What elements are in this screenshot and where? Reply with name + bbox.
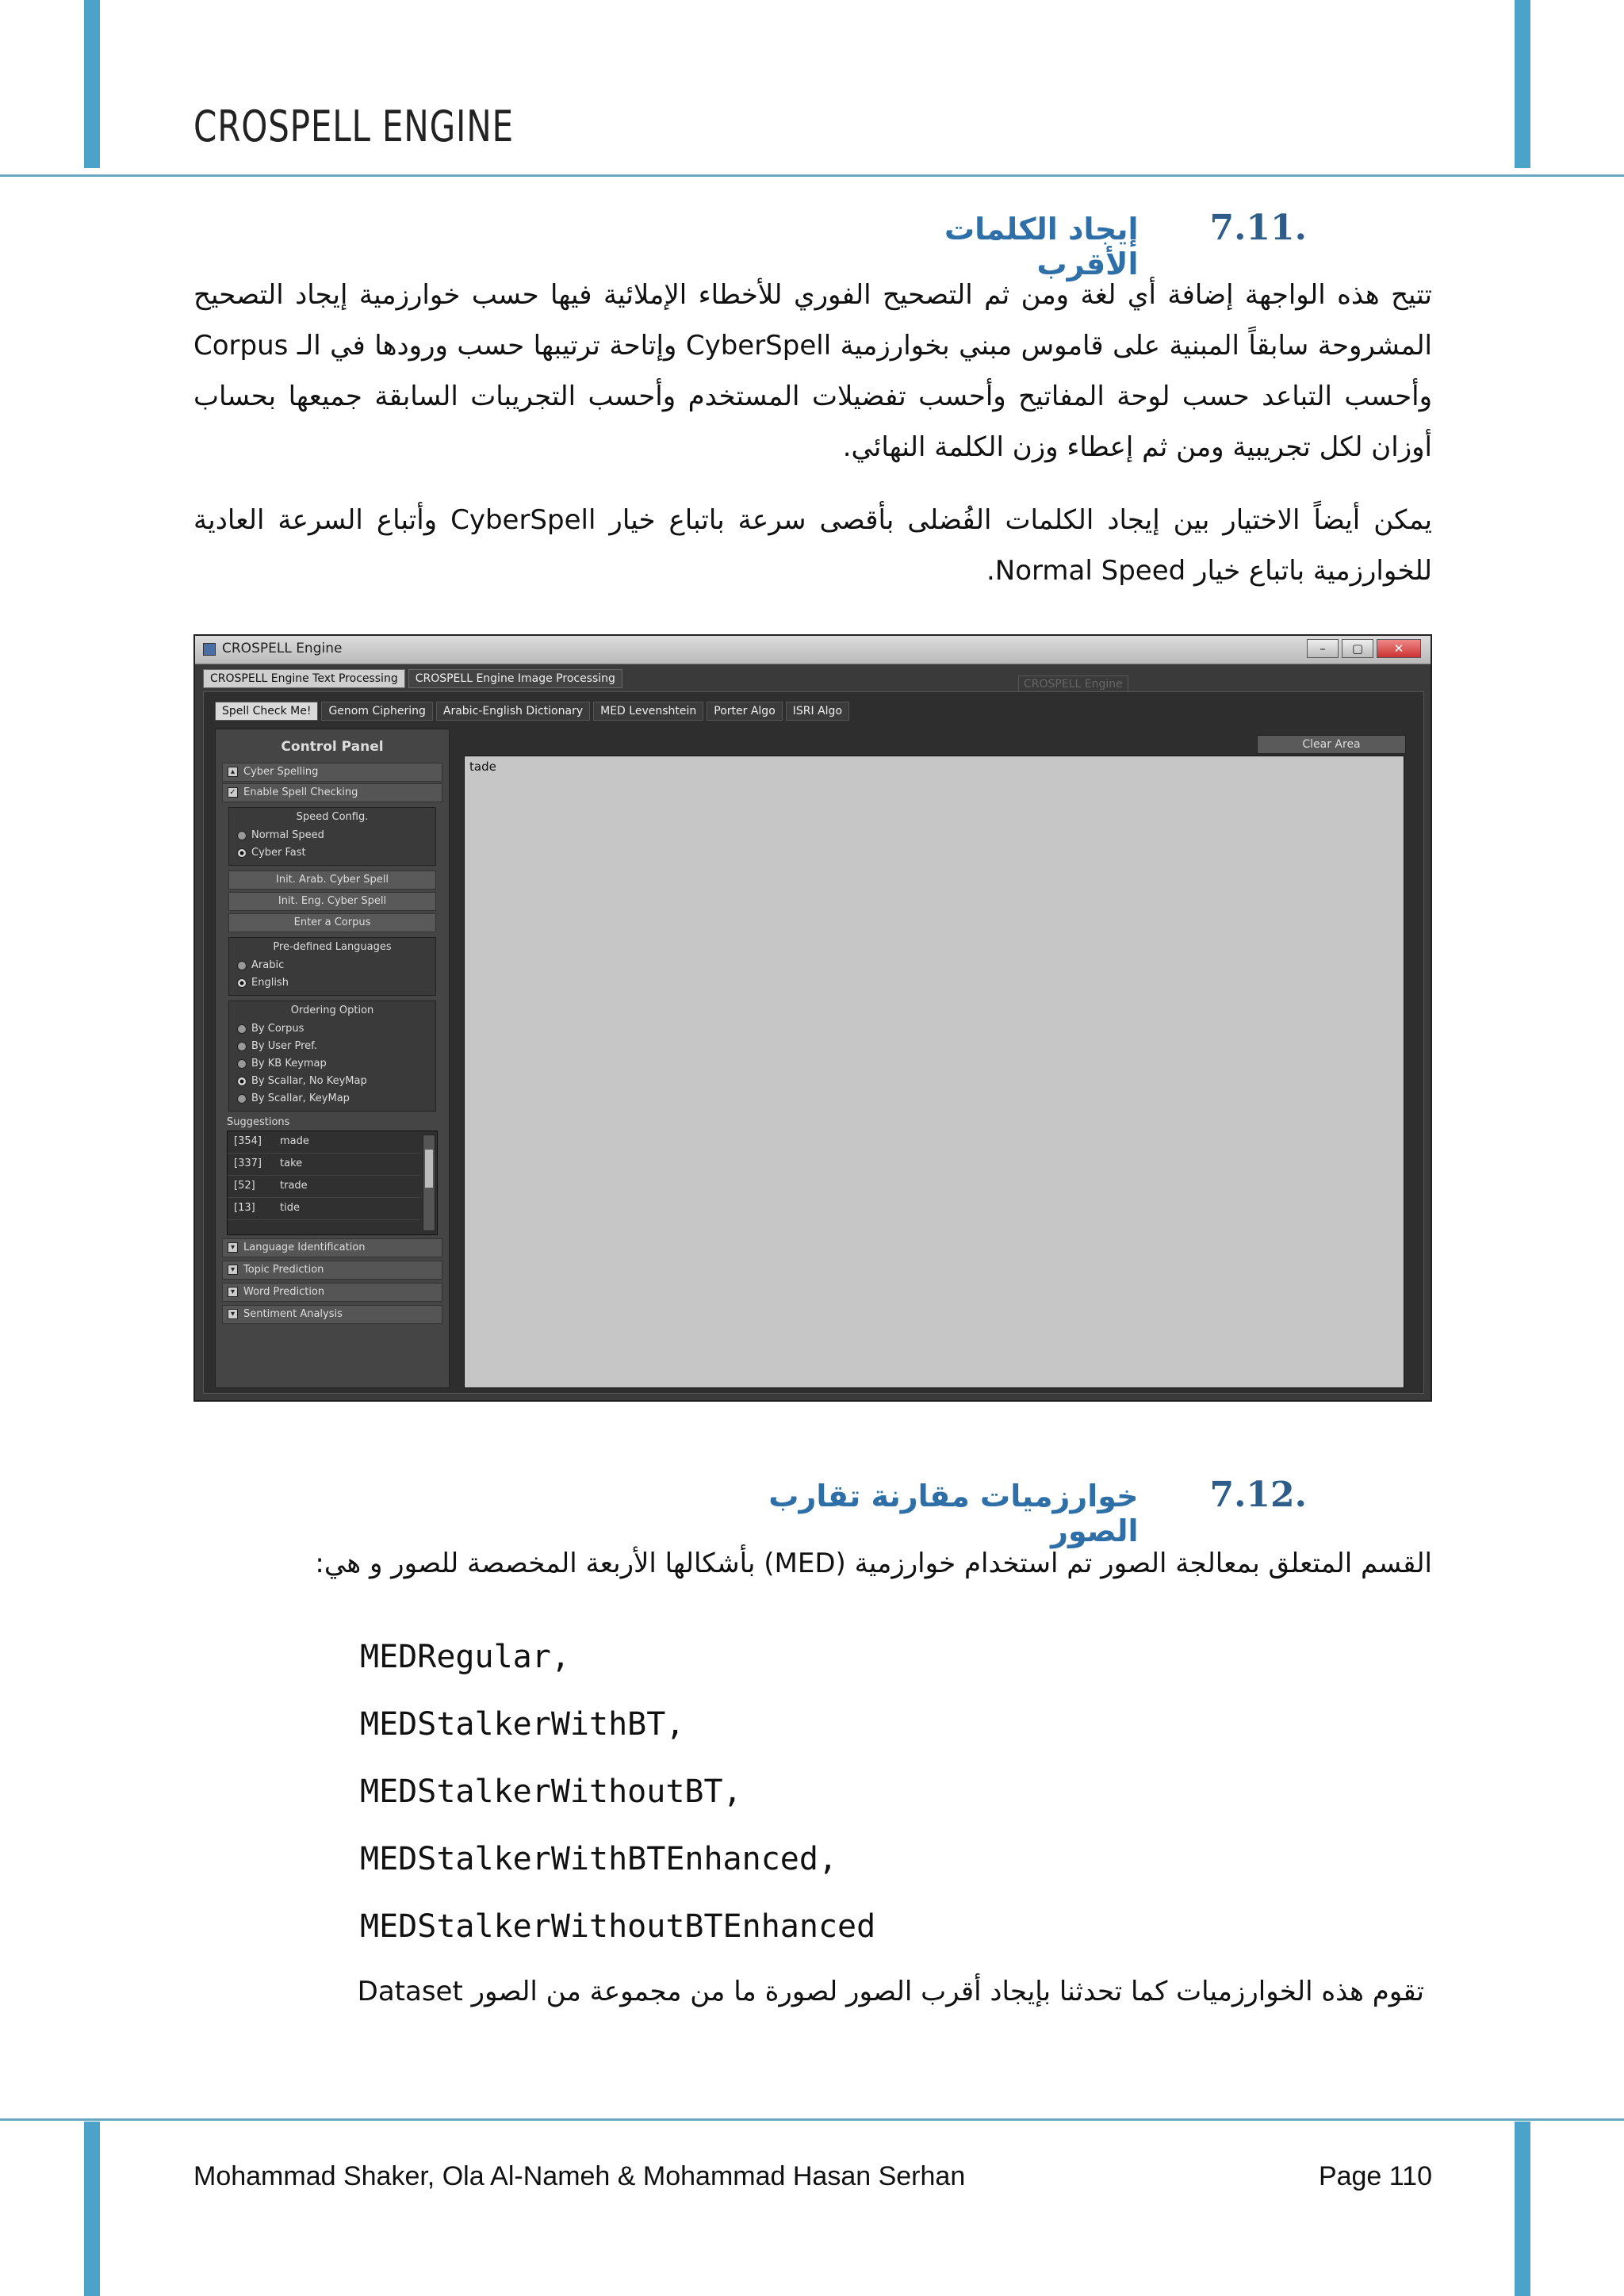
code-line: MEDStalkerWithoutBT, (360, 1774, 742, 1810)
window-title: CROSPELL Engine (222, 641, 343, 656)
radio-icon (237, 1059, 247, 1069)
tab-content (203, 691, 1424, 1394)
scroll-thumb[interactable] (425, 1150, 433, 1188)
radio-icon (237, 961, 247, 970)
app-icon (203, 643, 216, 656)
collapse-icon: ▴ (228, 767, 238, 777)
speed-option-normal[interactable]: Normal Speed (234, 827, 431, 844)
cyber-spelling-toggle[interactable]: ▴ Cyber Spelling (222, 763, 442, 782)
ordering-title: Ordering Option (290, 1004, 374, 1016)
code-line: MEDStalkerWithBTEnhanced, (360, 1841, 838, 1877)
radio-icon (237, 1094, 247, 1104)
chevron-down-icon: ▾ (228, 1265, 238, 1275)
code-line: MEDStalkerWithoutBTEnhanced (360, 1908, 876, 1945)
header-rule (0, 174, 1624, 177)
order-option-corpus[interactable]: By Corpus (234, 1020, 431, 1038)
order-option-scallar-keymap[interactable]: By Scallar, KeyMap (234, 1090, 431, 1108)
speed-option-cyber-fast[interactable]: Cyber Fast (234, 844, 431, 862)
radio-icon (237, 1024, 247, 1034)
control-panel-title: Control Panel (281, 739, 384, 755)
suggestions-label: Suggestions (227, 1116, 290, 1128)
left-bottom-bar (84, 2122, 100, 2296)
code-line: MEDRegular, (360, 1639, 570, 1675)
word-prediction-toggle[interactable]: ▾ Word Prediction (222, 1283, 442, 1302)
list-item[interactable]: [52] trade (228, 1176, 419, 1198)
text-editor[interactable] (464, 756, 1404, 1388)
paragraph-1: تتيح هذه الواجهة إضافة أي لغة ومن ثم التصحيح الفوري للأخطاء الإملائية فيها حسب خوارزمية إيجاد التصحيح المشروحة سابقاً المبنية على قاموس مبني بخوارزمية CyberSpell وإتاحة ترتيبها حسب ورودها في الـ Corpus وأحسب التباعد حسب لوحة المفاتيح وأحسب تفضيلات المستخدم وأحسب التجريبات السابقة جميعها بحساب أوزان لكل تجريبية ومن ثم إعطاء وزن الكلمة النهائي. (193, 279, 1433, 463)
tab-isri-algo[interactable]: ISRI Algo (786, 702, 849, 721)
tab-med-levenshtein[interactable]: MED Levenshtein (593, 702, 703, 721)
tab-image-processing[interactable]: CROSPELL Engine Image Processing (408, 669, 622, 688)
minimize-button[interactable]: – (1307, 639, 1339, 658)
speed-config-title: Speed Config. (296, 811, 369, 823)
app-screenshot (193, 634, 1432, 1402)
footer-rule (0, 2118, 1624, 2121)
section-title: خوارزميات مقارنة تقارب الصور (768, 1479, 1139, 1548)
ordering-group (228, 1001, 436, 1112)
code-list (360, 1624, 875, 1961)
close-button[interactable]: ✕ (1377, 639, 1421, 658)
lang-option-english[interactable]: English (234, 974, 431, 992)
radio-selected-icon (237, 978, 247, 988)
paragraph-4: تقوم هذه الخوارزميات كما تحدثنا بإيجاد أقرب الصور لصورة ما من مجموعة من الصور Dataset (357, 1976, 1424, 2007)
code-line: MEDStalkerWithBT, (360, 1706, 685, 1743)
order-option-scallar-no-keymap[interactable]: By Scallar, No KeyMap (234, 1073, 431, 1090)
page-number: Page 110 (1318, 2161, 1432, 2191)
sentiment-analysis-toggle[interactable]: ▾ Sentiment Analysis (222, 1305, 442, 1324)
window-titlebar (195, 636, 1431, 664)
tab-text-processing[interactable]: CROSPELL Engine Text Processing (203, 669, 405, 688)
section-title: إيجاد الكلمات الأقرب (944, 212, 1139, 281)
header-title: CROSPELL ENGINE (193, 101, 514, 151)
list-item[interactable]: [13] tide (228, 1198, 419, 1220)
suggestions-scrollbar[interactable] (423, 1135, 435, 1231)
chevron-down-icon: ▾ (228, 1242, 238, 1253)
ghost-label: CROSPELL Engine (1018, 675, 1128, 693)
control-panel (215, 729, 450, 1388)
enter-corpus-button[interactable]: Enter a Corpus (228, 913, 436, 932)
languages-group (228, 937, 436, 996)
radio-selected-icon (237, 848, 247, 858)
tab-genom-ciphering[interactable]: Genom Ciphering (321, 702, 432, 721)
check-icon: ✓ (228, 787, 238, 798)
language-identification-toggle[interactable]: ▾ Language Identification (222, 1238, 442, 1257)
paragraph-2: يمكن أيضاً الاختيار بين إيجاد الكلمات الفُضلى بأقصى سرعة باتباع خيار CyberSpell وأتباع السرعة العادية للخوارزمية باتباع خيار Normal Speed. (193, 504, 1432, 587)
lang-option-arabic[interactable]: Arabic (234, 957, 431, 974)
list-item[interactable]: [354] made (228, 1131, 419, 1154)
chevron-down-icon: ▾ (228, 1309, 238, 1319)
right-bottom-bar (1515, 2122, 1530, 2296)
clear-area-button[interactable]: Clear Area (1257, 735, 1406, 754)
maximize-button[interactable]: ▢ (1342, 639, 1373, 658)
radio-icon (237, 1042, 247, 1051)
tab-spell-check[interactable]: Spell Check Me! (215, 702, 318, 721)
section-number: .7.12 (1209, 1475, 1307, 1515)
order-option-user-pref[interactable]: By User Pref. (234, 1038, 431, 1055)
footer-authors: Mohammad Shaker, Ola Al-Nameh & Mohammad Hasan Serhan (193, 2161, 966, 2191)
speed-config-group (228, 807, 436, 866)
topic-prediction-toggle[interactable]: ▾ Topic Prediction (222, 1261, 442, 1280)
radio-icon (237, 831, 247, 840)
tab-porter-algo[interactable]: Porter Algo (707, 702, 783, 721)
enable-spell-checkbox[interactable]: ✓ Enable Spell Checking (222, 783, 442, 802)
init-eng-button[interactable]: Init. Eng. Cyber Spell (228, 892, 436, 911)
paragraph-3: القسم المتعلق بمعالجة الصور تم استخدام خوارزمية (MED) بأشكالها الأربعة المخصصة للصور و هي: (315, 1548, 1432, 1579)
section-number: .7.11 (1209, 208, 1307, 248)
languages-title: Pre-defined Languages (273, 941, 392, 953)
tab-dictionary[interactable]: Arabic-English Dictionary (436, 702, 590, 721)
chevron-down-icon: ▾ (228, 1287, 238, 1297)
init-arab-button[interactable]: Init. Arab. Cyber Spell (228, 871, 436, 890)
order-option-kb-keymap[interactable]: By KB Keymap (234, 1055, 431, 1073)
editor-text: tade (469, 760, 496, 774)
suggestions-list[interactable] (227, 1131, 438, 1235)
radio-selected-icon (237, 1077, 247, 1086)
left-top-bar (84, 0, 100, 168)
list-item[interactable]: [337] take (228, 1154, 419, 1176)
right-top-bar (1515, 0, 1530, 168)
